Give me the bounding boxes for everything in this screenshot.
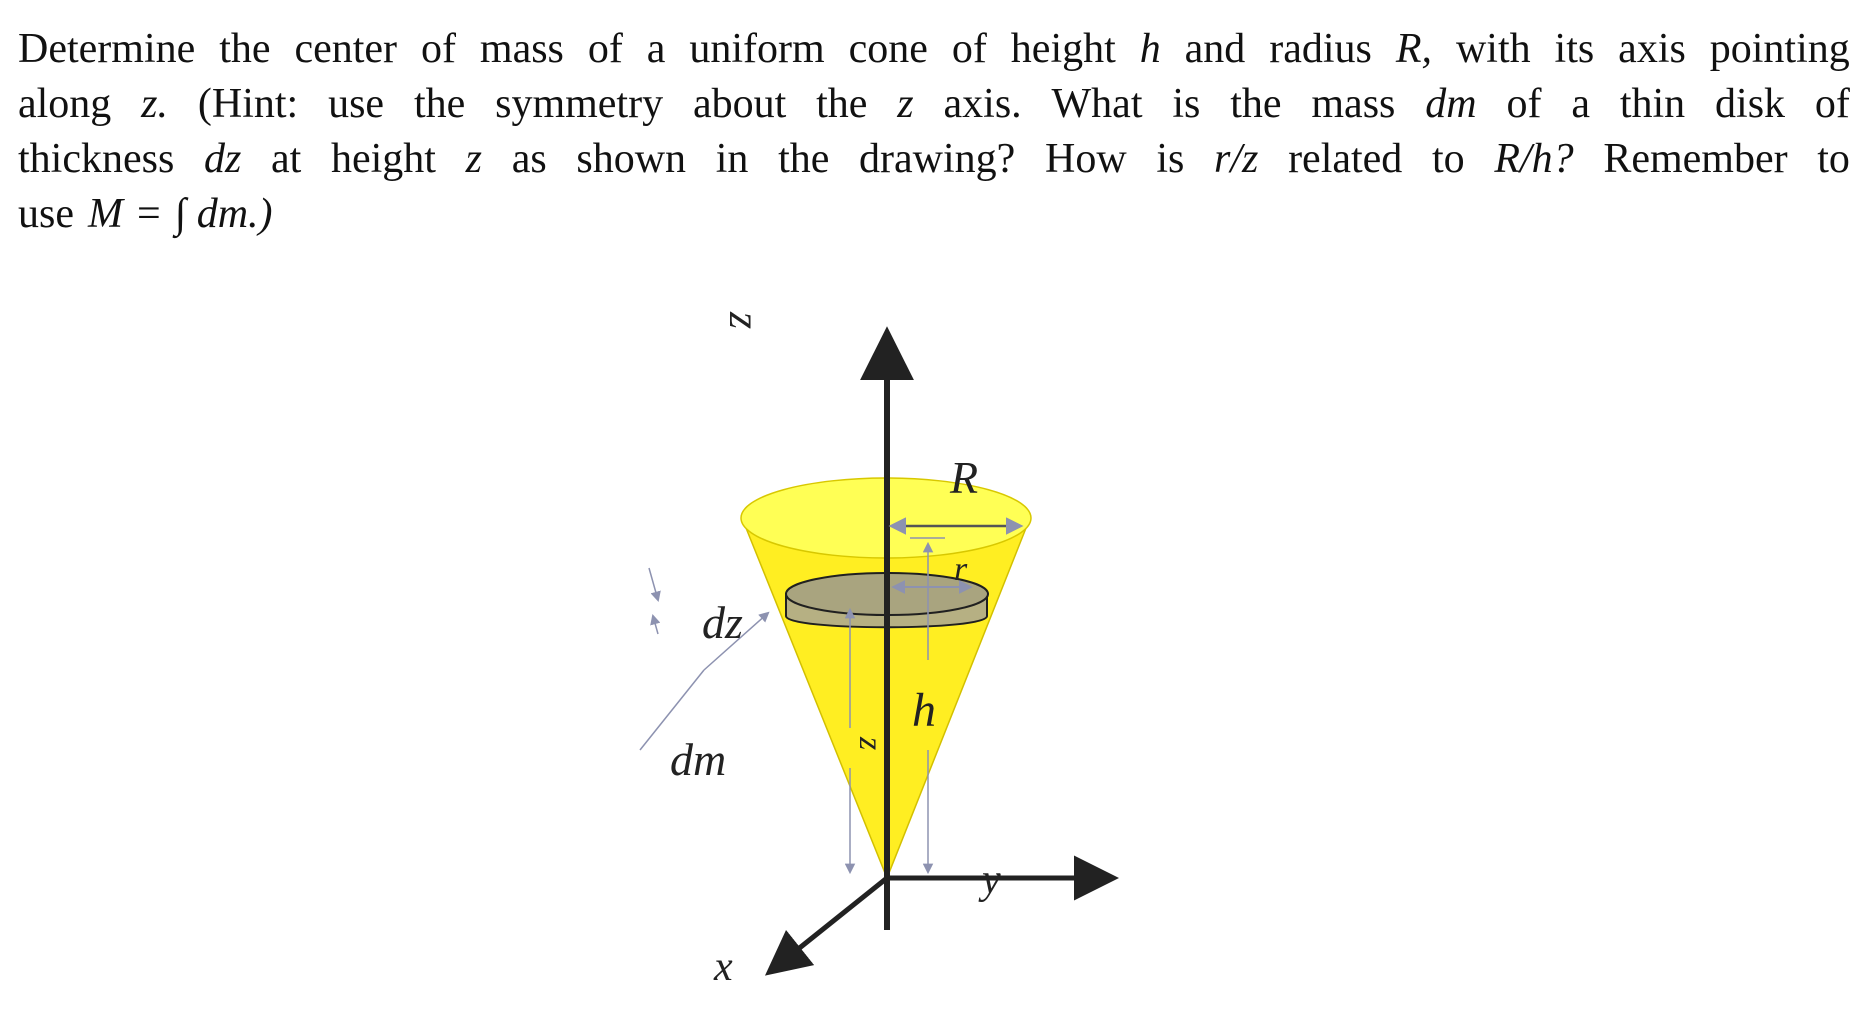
word: of	[1814, 81, 1850, 127]
word: symmetry	[495, 81, 664, 127]
word: (Hint:	[197, 81, 299, 127]
word: of	[587, 26, 623, 72]
word: mass	[1311, 81, 1396, 127]
math-variable: z.	[141, 81, 169, 127]
x-axis-label: x	[714, 944, 733, 990]
cone-diagram-svg	[640, 312, 1160, 1020]
word: drawing?	[859, 136, 1016, 182]
dz-arrow-bottom	[653, 616, 658, 634]
word: pointing	[1709, 26, 1850, 72]
height-z-label: z	[852, 737, 889, 751]
word: of	[1506, 81, 1542, 127]
word: the	[219, 26, 271, 72]
math-variable: z	[897, 81, 914, 127]
math-variable: R,	[1395, 26, 1432, 72]
word: is	[1156, 136, 1185, 182]
word: a	[646, 26, 666, 72]
word: Determine	[18, 26, 196, 72]
word: as	[511, 136, 547, 182]
word: thin	[1619, 81, 1686, 127]
word: What	[1051, 81, 1143, 127]
word: the	[778, 136, 830, 182]
dz-label: dz	[702, 597, 743, 648]
equals-sign: =	[137, 191, 161, 237]
word: about	[692, 81, 787, 127]
problem-statement	[18, 22, 1850, 242]
word: with	[1455, 26, 1531, 72]
word: height	[1010, 26, 1116, 72]
dz-arrow-top	[649, 568, 658, 600]
math-variable: dz	[203, 136, 242, 182]
word: shown	[576, 136, 687, 182]
problem-line-3	[18, 132, 1850, 187]
word: a	[1571, 81, 1590, 127]
word: thickness	[18, 136, 175, 182]
word: disk	[1715, 81, 1786, 127]
math-expression: r/z	[1214, 136, 1259, 182]
math-variable: dm	[1425, 81, 1477, 127]
word: use	[18, 191, 74, 237]
word: radius	[1269, 26, 1372, 72]
word: in	[715, 136, 749, 182]
word: its	[1554, 26, 1595, 72]
height-h-label: h	[912, 684, 936, 737]
problem-line-4	[18, 187, 1850, 242]
integral-expression: ∫ dm.)	[174, 191, 273, 237]
word: of	[951, 26, 987, 72]
word: Remember	[1603, 136, 1788, 182]
dm-label: dm	[670, 734, 727, 785]
word: and	[1184, 26, 1246, 72]
word: to	[1431, 136, 1465, 182]
word: is	[1172, 81, 1201, 127]
y-axis-label: y	[982, 857, 1001, 903]
radius-r-label: r	[954, 551, 968, 588]
word: of	[420, 26, 456, 72]
word: uniform	[689, 26, 825, 72]
word: axis	[1618, 26, 1686, 72]
word: use	[328, 81, 385, 127]
word: axis.	[943, 81, 1022, 127]
word: related	[1288, 136, 1403, 182]
word: height	[331, 136, 436, 182]
problem-line-2	[18, 77, 1850, 132]
word: the	[1230, 81, 1282, 127]
word: the	[413, 81, 466, 127]
math-expression: R/h?	[1494, 136, 1574, 182]
math-variable: h	[1139, 26, 1161, 72]
word: How	[1045, 136, 1127, 182]
word: along	[18, 81, 112, 127]
math-variable: z	[465, 136, 483, 182]
cone-figure	[640, 312, 1160, 1020]
problem-line-1	[18, 22, 1850, 77]
radius-R-label: R	[950, 452, 979, 503]
word: at	[271, 136, 302, 182]
word: mass	[479, 26, 564, 72]
word: the	[816, 81, 868, 127]
math-variable: M	[88, 191, 123, 237]
word: to	[1817, 136, 1850, 182]
x-axis	[772, 878, 887, 970]
word: cone	[848, 26, 928, 72]
z-axis-label: z	[720, 312, 769, 330]
word: center	[294, 26, 398, 72]
